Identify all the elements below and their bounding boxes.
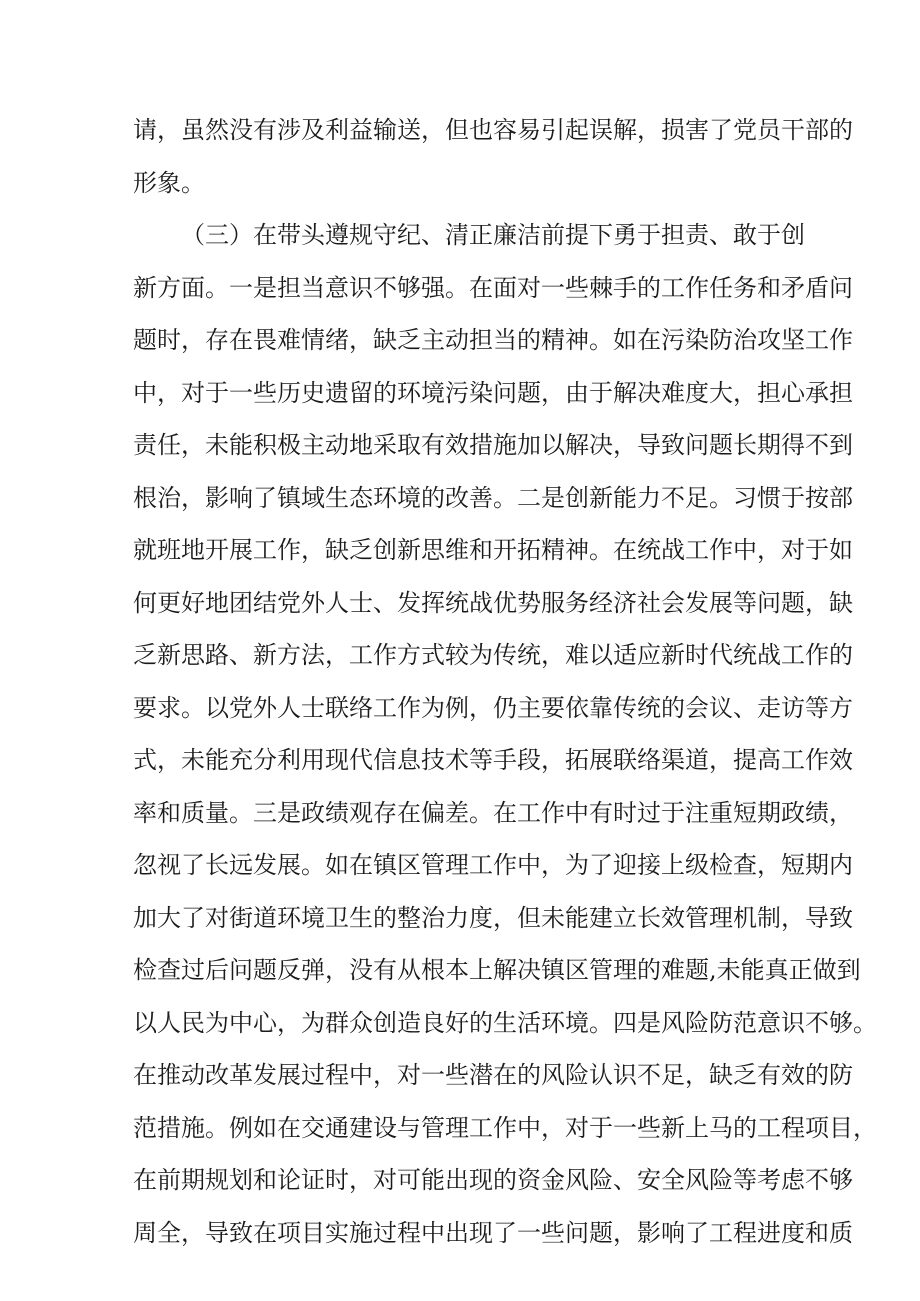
text-line: 加大了对街道环境卫生的整治力度，但未能建立长效管理机制，导致 [133, 903, 853, 932]
text-line: 责任，未能积极主动地采取有效措施加以解决，导致问题长期得不到 [133, 431, 853, 459]
text-line: 请，虽然没有涉及利益输送，但也容易引起误解，损害了党员干部的 [133, 116, 853, 144]
text-line: 范措施。例如在交通建设与管理工作中，对于一些新上马的工程项目， [133, 1113, 877, 1142]
text-line: 忽视了长远发展。如在镇区管理工作中，为了迎接上级检查，短期内 [133, 851, 853, 879]
text-line: 要求。以党外人士联络工作为例，仍主要依靠传统的会议、走访等方 [133, 693, 853, 722]
text-line: 检查过后问题反弹，没有从根本上解决镇区管理的难题,未能真正做到 [133, 956, 861, 984]
text-line: 率和质量。三是政绩观存在偏差。在工作中有时过于注重短期政绩， [133, 798, 853, 827]
text-line: 在前期规划和论证时，对可能出现的资金风险、安全风险等考虑不够 [133, 1166, 853, 1194]
text-line: 以人民为中心，为群众创造良好的生活环境。四是风险防范意识不够。 [133, 1008, 877, 1037]
text-line: 何更好地团结党外人士、发挥统战优势服务经济社会发展等问题，缺 [133, 588, 853, 617]
text-line: 乏新思路、新方法，工作方式较为传统，难以适应新时代统战工作的 [133, 641, 853, 669]
text-line: 在推动改革发展过程中，对一些潜在的风险认识不足，缺乏有效的防 [133, 1061, 853, 1089]
text-line: 周全，导致在项目实施过程中出现了一些问题，影响了工程进度和质 [133, 1218, 853, 1247]
body-text [133, 104, 877, 1259]
text-line: 根治，影响了镇域生态环境的改善。二是创新能力不足。习惯于按部 [133, 483, 853, 512]
text-line: 式，未能充分利用现代信息技术等手段，拓展联络渠道，提高工作效 [133, 746, 853, 774]
text-line: 形象。 [133, 168, 205, 197]
text-line: 中，对于一些历史遗留的环境污染问题，由于解决难度大，担心承担 [133, 378, 853, 407]
text-line: 新方面。一是担当意识不够强。在面对一些棘手的工作任务和矛盾问 [133, 273, 853, 302]
section-heading-line: （三）在带头遵规守纪、清正廉洁前提下勇于担责、敢于创 [181, 221, 805, 249]
text-line: 题时，存在畏难情绪，缺乏主动担当的精神。如在污染防治攻坚工作 [133, 326, 853, 354]
text-line: 就班地开展工作，缺乏创新思维和开拓精神。在统战工作中，对于如 [133, 536, 853, 564]
